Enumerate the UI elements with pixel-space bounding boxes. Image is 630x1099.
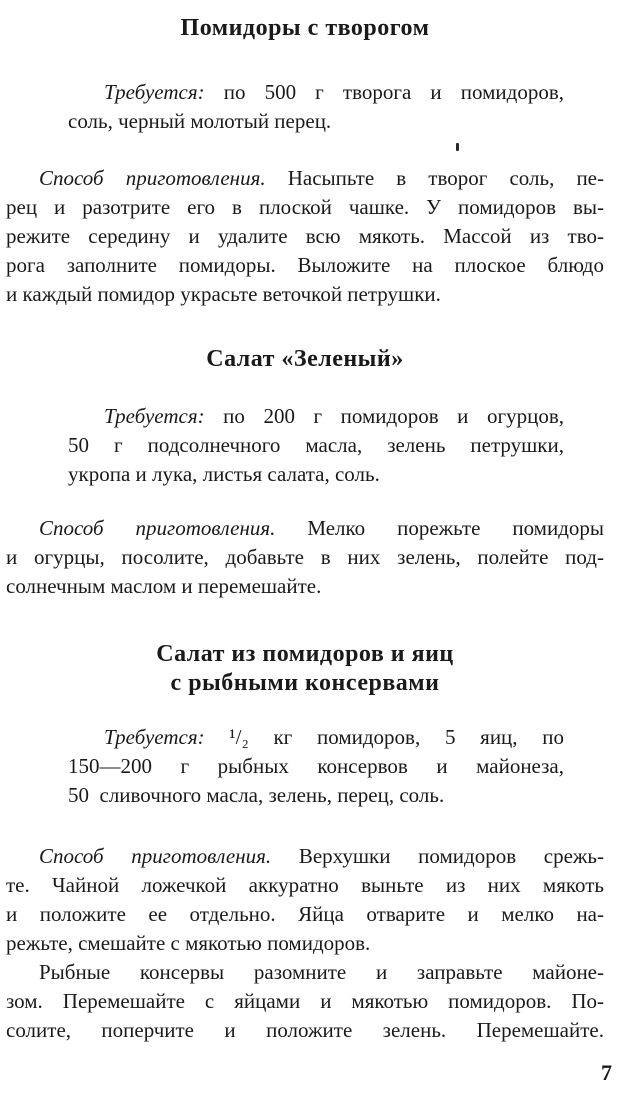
ingredient-line: соль, черный молотый перец.	[68, 109, 332, 133]
ingredients-block	[68, 723, 564, 810]
method-paragraph	[6, 164, 604, 309]
line-text: ¹/₂ кг помидоров, 5 яиц, по	[204, 725, 564, 749]
ingredients-lead-in: Требуется:	[104, 80, 205, 104]
method-line	[6, 164, 604, 193]
ingredient-line: укропа и лука, листья салата, соль.	[68, 462, 380, 486]
method-line: те. Чайной ложечкой аккуратно выньте из них мякоть	[6, 873, 604, 897]
method-line	[6, 842, 604, 871]
method-paragraph	[6, 842, 604, 958]
recipe-section-2	[6, 345, 604, 601]
line-text: Насыпьте в творог соль, пе-	[265, 166, 604, 190]
scan-artifact	[456, 143, 459, 151]
recipe-title-line: Салат из помидоров и яиц	[156, 641, 454, 667]
method-line	[6, 514, 604, 543]
ingredient-line: 50 сливочного масла, зелень, перец, соль.	[68, 783, 445, 807]
page-number: 7	[601, 1060, 612, 1085]
method-line: и огурцы, посолите, добавьте в них зелень, полейте под-	[6, 545, 604, 569]
line-text: Верхушки помидоров срежь-	[271, 844, 605, 868]
recipe-title-line: с рыбными консервами	[170, 670, 440, 696]
method-line: и каждый помидор украсьте веточкой петрушки.	[6, 282, 441, 306]
ingredient-line	[68, 723, 564, 752]
method-line: солнечным маслом и перемешайте.	[6, 574, 322, 598]
method-paragraph	[6, 514, 604, 601]
method-line: солите, поперчите и положите зелень. Перемешайте.	[6, 1018, 604, 1042]
method-lead-in: Способ приготовления.	[39, 516, 276, 540]
recipe-title-line: Салат «Зеленый»	[206, 346, 404, 372]
recipe-title	[6, 345, 604, 374]
recipe-title-line: Помидоры с творогом	[180, 15, 430, 41]
recipe-title	[6, 640, 604, 698]
method-line: зом. Перемешайте с яйцами и мякотью помидоров. По-	[6, 989, 604, 1013]
ingredient-line	[68, 402, 564, 431]
ingredients-block	[68, 402, 564, 489]
ingredient-line	[68, 78, 564, 107]
recipe-section-3	[6, 640, 604, 1045]
method-paragraph	[6, 958, 604, 1045]
method-line: рец и разотрите его в плоской чашке. У помидоров вы-	[6, 195, 604, 219]
ingredients-lead-in: Требуется:	[104, 404, 205, 428]
method-line: режьте, смешайте с мякотью помидоров.	[6, 931, 371, 955]
line-text: по 200 г помидоров и огурцов,	[204, 404, 564, 428]
ingredients-block	[68, 78, 564, 136]
line-text: Мелко порежьте помидоры	[275, 516, 604, 540]
recipe-section-1	[6, 0, 604, 309]
method-lead-in: Способ приготовления.	[39, 166, 266, 190]
ingredients-lead-in: Требуется:	[104, 725, 205, 749]
method-line: режите середину и удалите всю мякоть. Массой из тво-	[6, 224, 604, 248]
ingredient-line: 50 г подсолнечного масла, зелень петрушки,	[68, 433, 564, 457]
method-line: рога заполните помидоры. Выложите на плоское блюдо	[6, 253, 604, 277]
ingredient-line: 150—200 г рыбных консервов и майонеза,	[68, 754, 564, 778]
line-text: по 500 г творога и помидоров,	[204, 80, 564, 104]
recipe-title	[6, 0, 604, 43]
method-line: и положите ее отдельно. Яйца отварите и мелко на-	[6, 902, 604, 926]
method-line: Рыбные консервы разомните и заправьте майоне-	[39, 960, 604, 984]
method-lead-in: Способ приготовления.	[39, 844, 272, 868]
